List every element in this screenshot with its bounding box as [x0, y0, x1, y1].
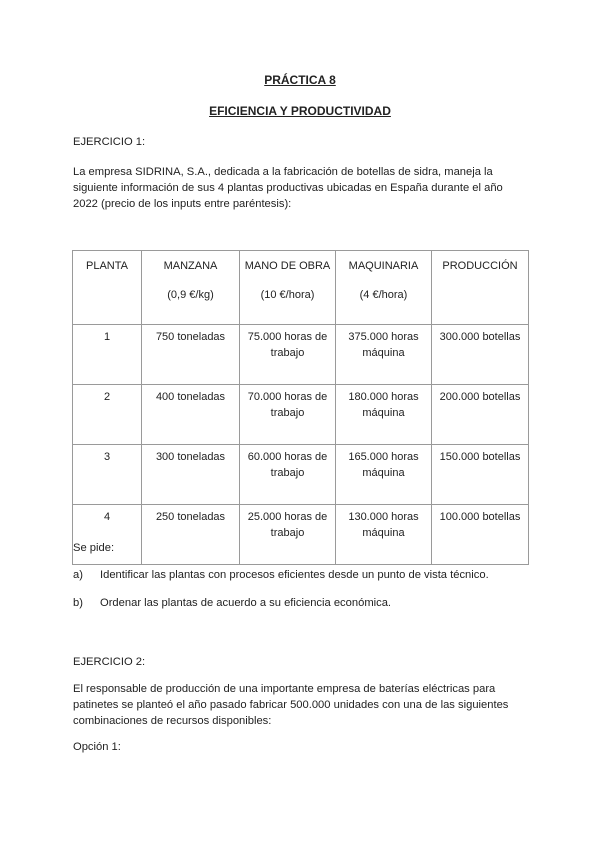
- table-cell: 70.000 horas de trabajo: [240, 385, 336, 445]
- header-label: MANO DE OBRA: [244, 260, 331, 272]
- table-cell: 60.000 horas de trabajo: [240, 445, 336, 505]
- paragraph-line: combinaciones de recursos disponibles:: [73, 715, 272, 727]
- table-cell: 300.000 botellas: [432, 325, 529, 385]
- list-item: [73, 569, 489, 581]
- header-cell-maquinaria: [336, 251, 432, 325]
- table-cell: 250 toneladas: [142, 505, 240, 565]
- exercise-2-heading: EJERCICIO 2:: [73, 656, 146, 668]
- table-row: [73, 325, 529, 385]
- list-item-text: Ordenar las plantas de acuerdo a su eficiencia económica.: [100, 597, 392, 609]
- header-cell-planta: [73, 251, 142, 325]
- table-cell: 2: [73, 385, 142, 445]
- paragraph-line: siguiente información de sus 4 plantas productivas ubicadas en España durante el año: [73, 182, 503, 194]
- header-price: (10 €/hora): [260, 289, 315, 301]
- table-cell: 180.000 horas máquina: [336, 385, 432, 445]
- header-label: PRODUCCIÓN: [442, 260, 518, 272]
- table-cell: 200.000 botellas: [432, 385, 529, 445]
- table-cell: 300 toneladas: [142, 445, 240, 505]
- table-row: [73, 445, 529, 505]
- exercise-1-heading: EJERCICIO 1:: [73, 136, 146, 148]
- exercise-1-paragraph: [73, 164, 528, 212]
- header-label: MANZANA: [163, 260, 218, 272]
- header-cell-mano-de-obra: [240, 251, 336, 325]
- list-item: [73, 597, 391, 609]
- table-cell: 375.000 horas máquina: [336, 325, 432, 385]
- header-label: PLANTA: [86, 260, 128, 272]
- header-cell-produccion: [432, 251, 529, 325]
- table-cell: 165.000 horas máquina: [336, 445, 432, 505]
- paragraph-line: patinetes se planteó el año pasado fabricar 500.000 unidades con una de las siguientes: [73, 699, 509, 711]
- header-price: (4 €/hora): [359, 289, 408, 301]
- table-header-row: [73, 251, 529, 325]
- list-item-label: a): [73, 569, 83, 581]
- table-cell: 750 toneladas: [142, 325, 240, 385]
- option-1-label: Opción 1:: [73, 741, 121, 753]
- header-cell-manzana: [142, 251, 240, 325]
- list-item-text: Identificar las plantas con procesos eficientes desde un punto de vista técnico.: [100, 569, 489, 581]
- table-cell: 75.000 horas de trabajo: [240, 325, 336, 385]
- table-cell: 3: [73, 445, 142, 505]
- table-cell: 25.000 horas de trabajo: [240, 505, 336, 565]
- list-item-label: b): [73, 597, 83, 609]
- se-pide-label: Se pide:: [73, 542, 115, 554]
- table-cell: 1: [73, 325, 142, 385]
- page-title: PRÁCTICA 8: [264, 73, 336, 87]
- paragraph-line: 2022 (precio de los inputs entre paréntesis):: [73, 198, 292, 210]
- table-cell: 4: [73, 505, 142, 565]
- exercise-2-paragraph: [73, 681, 528, 729]
- table-cell: 400 toneladas: [142, 385, 240, 445]
- page-subtitle: EFICIENCIA Y PRODUCTIVIDAD: [209, 104, 391, 118]
- header-label: MAQUINARIA: [348, 260, 419, 272]
- paragraph-line: La empresa SIDRINA, S.A., dedicada a la fabricación de botellas de sidra, maneja la: [73, 166, 493, 178]
- plants-table: [72, 250, 529, 565]
- table-row: [73, 385, 529, 445]
- table-cell: 130.000 horas máquina: [336, 505, 432, 565]
- header-price: (0,9 €/kg): [167, 289, 214, 301]
- table-cell: 100.000 botellas: [432, 505, 529, 565]
- table-cell: 150.000 botellas: [432, 445, 529, 505]
- paragraph-line: El responsable de producción de una importante empresa de baterías eléctricas para: [73, 683, 496, 695]
